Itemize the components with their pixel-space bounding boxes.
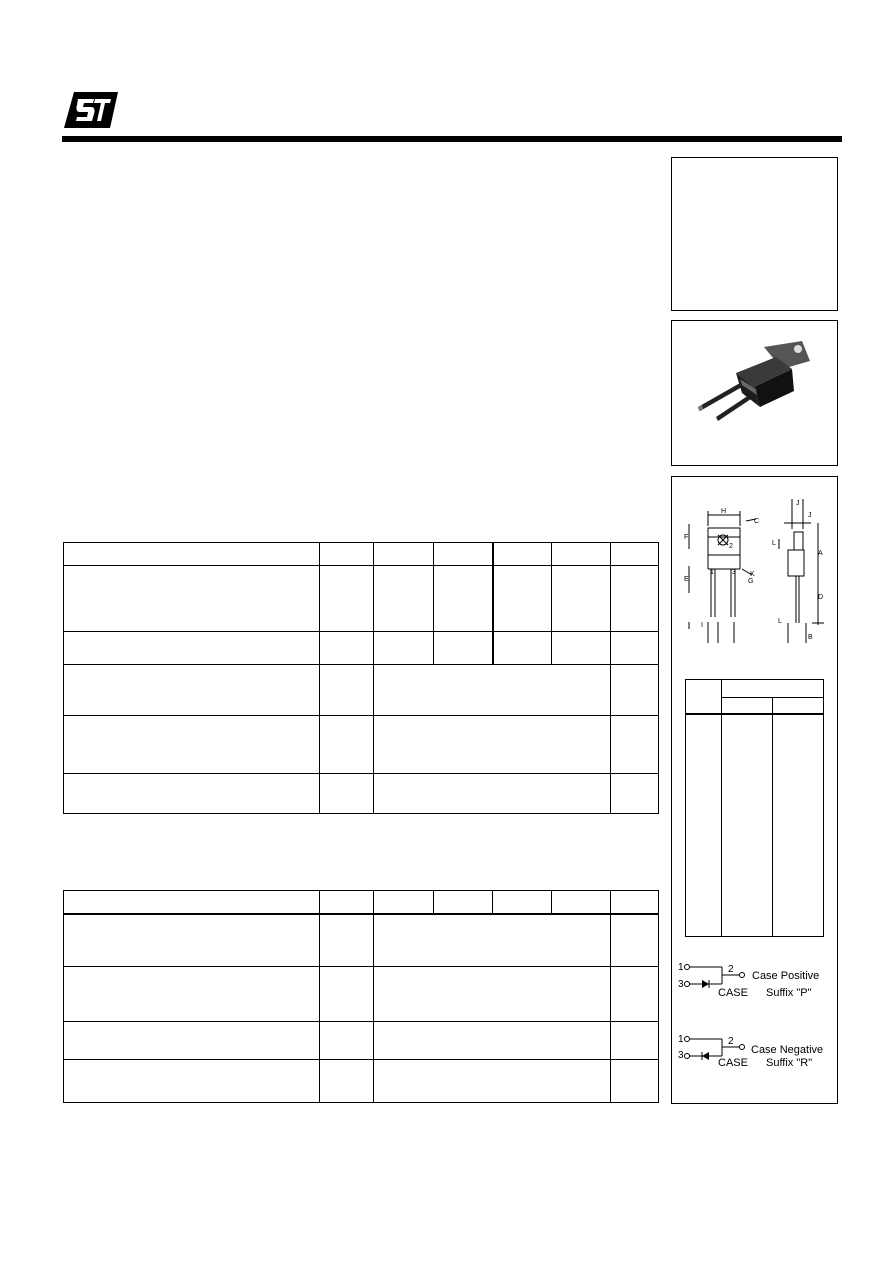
svg-text:C: C (754, 518, 760, 525)
table-row (64, 891, 659, 914)
pos-pin1-label: 1 (678, 962, 684, 973)
pos-pin3-label: 3 (678, 979, 684, 990)
svg-text:F: F (684, 534, 689, 541)
mechanical-drawing (672, 477, 837, 657)
table-row (64, 665, 659, 716)
svg-text:H: H (721, 508, 727, 515)
pos-suffix: Suffix "P" (766, 987, 812, 999)
neg-suffix: Suffix "R" (766, 1057, 813, 1069)
svg-text:L: L (772, 540, 776, 547)
maximum-ratings-table (63, 542, 659, 814)
svg-text:3: 3 (732, 569, 736, 576)
case-negative-title: Case Negative (751, 1044, 824, 1056)
neg-pin1-label: 1 (678, 1034, 684, 1045)
table-row (64, 914, 659, 967)
package-photo-box (671, 320, 838, 466)
svg-text:G: G (748, 578, 754, 585)
pos-pin2-label: 2 (728, 964, 734, 975)
part-number-box (671, 157, 838, 311)
electrical-characteristics-table (63, 890, 659, 1103)
table-row (64, 716, 659, 774)
case-positive-title: Case Positive (752, 970, 820, 982)
svg-text:K: K (750, 571, 755, 578)
table-row (64, 1022, 659, 1060)
svg-text:A: A (818, 550, 823, 557)
neg-case-label: CASE (718, 1057, 748, 1069)
svg-text:J: J (808, 512, 812, 519)
pos-case-label: CASE (718, 987, 748, 999)
svg-text:D: D (818, 594, 824, 601)
svg-text:B: B (808, 634, 813, 641)
table-row (64, 967, 659, 1022)
neg-pin2-label: 2 (728, 1036, 734, 1047)
svg-text:E: E (684, 576, 689, 583)
table-row (64, 566, 659, 632)
table-row (64, 774, 659, 814)
dimensions-table (685, 679, 824, 937)
svg-text:I: I (701, 622, 703, 629)
svg-text:L: L (778, 618, 782, 625)
svg-text:1: 1 (710, 569, 714, 576)
table-row (64, 632, 659, 665)
svg-text:J: J (796, 500, 800, 507)
header-rule (62, 136, 842, 142)
table-row (64, 1060, 659, 1103)
neg-pin3-label: 3 (678, 1050, 684, 1061)
svg-text:2: 2 (729, 543, 733, 550)
company-logo (64, 92, 118, 128)
table-row (64, 543, 659, 566)
package-photo (672, 321, 837, 465)
